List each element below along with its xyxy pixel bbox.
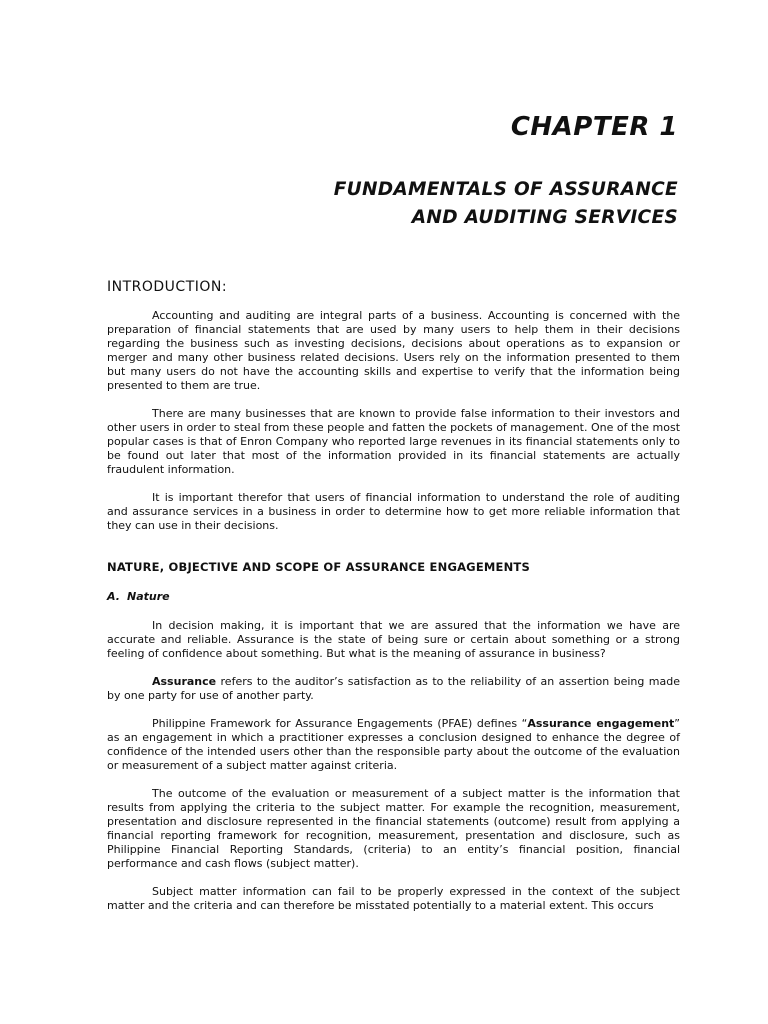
introduction-heading: INTRODUCTION: (107, 279, 228, 295)
intro-paragraph-2: There are many businesses that are known to provide false information to their investors and other users in order to steal from these people and fatten the pockets of management. One of the most popular cases is that of Enron Company who reported large revenues in its financial statements only to be found out later that most of the information provided in its financial statements are actually fraudulent information. (107, 407, 681, 476)
intro-paragraph-1: Accounting and auditing are integral parts of a business. Accounting is concerned with the preparation of financial statements that are used by many users to help them in their decisions regarding the business such as investing decisions, decisions about operations as to expansion or merger and many other business related decisions. Users rely on the information presented to them but many users do not have the accounting skills and expertise to verify that the information being presented to them are true. (107, 309, 680, 392)
assurance-engagement-term: Assurance engagement (527, 717, 675, 730)
chapter-title-line-2: AND AUDITING SERVICES (411, 207, 678, 228)
subsection-title: Nature (127, 590, 170, 603)
nature-paragraph-3 (107, 717, 680, 773)
subsection-letter: A. (107, 590, 120, 603)
nature-paragraph-5: Subject matter information can fail to be properly expressed in the context of the subject matter and the criteria and can therefore be misstated potentially to a material extent. This occurs (107, 885, 680, 912)
assurance-definition: refers to the auditor’s satisfaction as to the reliability of an assertion being made by one party for use of another party. (107, 675, 680, 702)
pfae-intro: Philippine Framework for Assurance Engagements (PFAE) defines “ (152, 717, 528, 730)
intro-paragraph-3: It is important therefor that users of financial information to understand the role of auditing and assurance services in a business in order to determine how to get more reliable information that they can use in their decisions. (107, 491, 680, 532)
section-heading: NATURE, OBJECTIVE AND SCOPE OF ASSURANCE ENGAGEMENTS (107, 560, 530, 574)
subsection-heading (107, 590, 680, 604)
nature-paragraph-1: In decision making, it is important that we are assured that the information we have are accurate and reliable. Assurance is the state of being sure or certain about something or a strong feeling of confidence about something. But what is the meaning of assurance in business? (107, 619, 680, 660)
chapter-label: CHAPTER 1 (510, 112, 678, 142)
nature-paragraph-2 (107, 675, 680, 703)
chapter-title (334, 176, 678, 232)
assurance-term: Assurance (152, 675, 217, 688)
body-content (107, 280, 680, 927)
pfae-definition: ” as an engagement in which a practitioner expresses a conclusion designed to enhance the degree of confidence of the intended users other than the responsible party about the outcome of the evaluation or measurement of a subject matter against criteria. (107, 717, 680, 772)
nature-paragraph-4: The outcome of the evaluation or measurement of a subject matter is the information that results from applying the criteria to the subject matter. For example the recognition, measurement, presentation and disclosure represented in the financial statements (outcome) result from applying a financial reporting framework for recognition, measurement, presentation and disclosure, such as Philippine Financial Reporting Standards, (criteria) to an entity’s financial position, financial performance and cash flows (subject matter). (107, 787, 680, 870)
chapter-title-line-1: FUNDAMENTALS OF ASSURANCE (333, 179, 678, 200)
